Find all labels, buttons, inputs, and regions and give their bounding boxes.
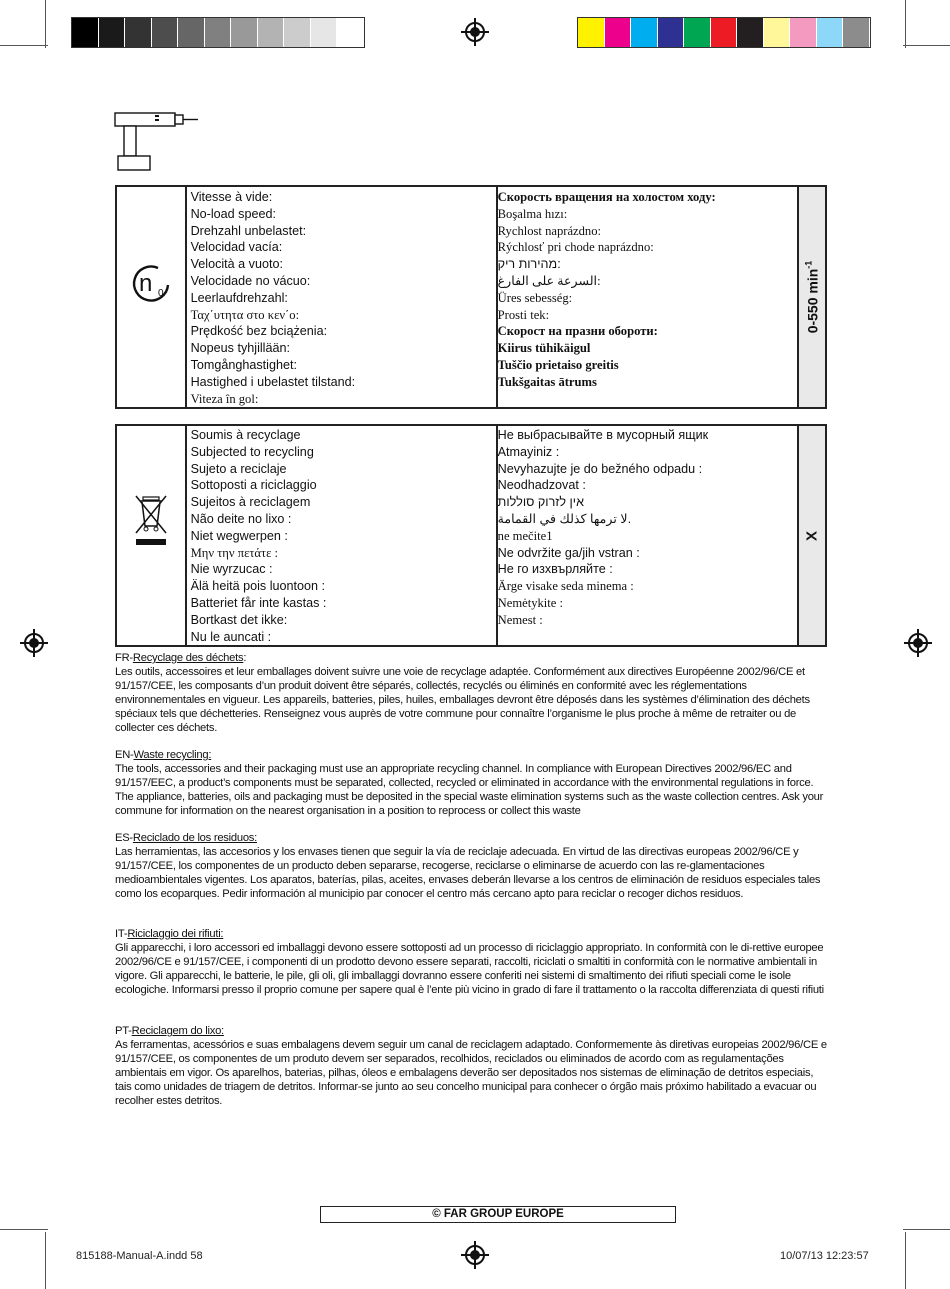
label-line: Atmayiniz : — [497, 444, 560, 459]
heading-text: Reciclado de los residuos: — [132, 832, 257, 844]
crop-mark — [45, 1232, 46, 1289]
color-swatch — [817, 18, 844, 47]
registration-mark-icon — [908, 633, 928, 653]
label-line: Ταχ΄υτητα στο κεν΄ο: — [190, 307, 300, 322]
label-line: Vitesse à vide: — [190, 190, 273, 204]
label-line: Скорость вращения на холостом ходу: — [497, 190, 716, 204]
color-swatch — [152, 18, 179, 47]
label-line: Soumis à recyclage — [190, 428, 301, 442]
label-line: Nopeus tyhjillään: — [190, 341, 290, 356]
color-swatch — [578, 18, 605, 47]
registration-mark-icon — [465, 22, 485, 42]
label-line: אין לזרוק סוללות — [497, 495, 584, 510]
label-line: Batteriet får inte kastas : — [190, 595, 327, 610]
label-line: No-load speed: — [190, 206, 276, 221]
paragraph-heading — [115, 749, 827, 763]
no-load-speed-icon — [128, 263, 174, 303]
copyright-box: © FAR GROUP EUROPE — [320, 1206, 676, 1223]
recycle-icon-cell — [116, 425, 186, 646]
color-swatch — [843, 18, 870, 47]
speed-labels-left — [186, 186, 497, 408]
color-swatch — [631, 18, 658, 47]
crop-mark — [903, 1229, 950, 1230]
svg-text:n: n — [139, 270, 153, 297]
registration-mark-icon — [24, 633, 44, 653]
label-line: Rychlost naprázdno: — [497, 223, 602, 238]
crop-mark — [0, 1229, 48, 1230]
label-line: لا ترمها كذلك في القمامة. — [497, 511, 632, 526]
recycling-table — [115, 424, 827, 647]
label-line: Nie wyrzucac : — [190, 562, 273, 577]
color-swatch — [764, 18, 791, 47]
label-line: Velocidad vacía: — [190, 240, 283, 255]
paragraph-heading — [115, 928, 827, 942]
label-line: Drehzahl unbelastet: — [190, 223, 307, 238]
label-line: Üres sebesség: — [497, 290, 573, 305]
label-line: Nemėtykite : — [497, 595, 564, 610]
speed-labels-right — [497, 186, 798, 408]
color-swatch — [311, 18, 338, 47]
slug-filename: 815188-Manual-A.indd 58 — [76, 1250, 203, 1262]
color-swatch — [125, 18, 152, 47]
crop-mark — [45, 0, 46, 48]
recycling-paragraph — [115, 1025, 827, 1108]
label-line: Älä heitä pois luontoon : — [190, 579, 326, 594]
paragraph-body: As ferramentas, acessórios e suas embalagens devem seguir um canal de reciclagem adaptado. Conformemente às diretivas europeias 2002/96/CE e 91/157/CEE, os componentes de um produto devem ser separados, recolhidos, reciclados ou eliminados de acordo com as regulamentações ambientais em vigor. Os aparelhos, baterias, pilhas, óleos e embalagens deverão ser depositados nos sistemas de eliminação de detritos especiais, tais como unidades de triagem de detritos. Informar-se junto ao seu concelho municipal para conhecer o órgão mais próximo habilitado a evacuar ou recolher estes detritos. — [115, 1038, 827, 1107]
speed-icon-cell — [116, 186, 186, 408]
label-line: Prosti tek: — [497, 307, 550, 322]
label-line: Hastighed i ubelastet tilstand: — [190, 374, 356, 389]
paragraph-heading — [115, 1025, 827, 1039]
label-line: Не выбрасывайте в мусорный ящик — [497, 428, 709, 442]
color-swatch — [205, 18, 232, 47]
process-color-bar — [577, 17, 871, 48]
color-swatch — [231, 18, 258, 47]
label-line: Viteza în gol: — [190, 391, 259, 406]
color-swatch — [178, 18, 205, 47]
label-line: Ne odvržite ga/jih vstran : — [497, 545, 640, 560]
paragraph-heading — [115, 652, 827, 666]
crop-mark — [905, 1232, 906, 1289]
slug-datetime: 10/07/13 12:23:57 — [780, 1250, 869, 1262]
label-line: Μην την πετάτε : — [190, 545, 279, 560]
recycling-paragraph — [115, 928, 827, 998]
heading-text: Riciclaggio dei rifiuti: — [127, 928, 224, 940]
crop-mark — [905, 0, 906, 48]
paragraph-body: Las herramientas, las accesorios y los envases tienen que seguir la vía de reciclaje adecuada. En virtud de las directivas europeas 2002/96/CE y 91/157/CEE, los componentes de un producto deben separarse, recogerse, reciclarse o eliminarse de acuerdo con las re-glamentaciones medioambientales vigentes. Los aparatos, baterías, pilas, aceites, envases deberán llevarse a los centros de eliminación de residuos especiales tales como los ecoparques. Pedir información al municipio par conocer el centro más cercano apto para reciclar o recoger dichos residuos. — [115, 845, 821, 900]
paragraph-heading — [115, 832, 827, 846]
label-line: Bortkast det ikke: — [190, 612, 288, 627]
color-swatch — [258, 18, 285, 47]
recycle-value: X — [803, 530, 821, 541]
color-swatch — [337, 18, 364, 47]
label-line: ne mečite1 — [497, 528, 553, 543]
speed-value-cell — [798, 186, 826, 408]
label-line: السرعة على الفارغ: — [497, 273, 601, 288]
label-line: Subjected to recycling — [190, 444, 314, 459]
label-line: Não deite no lixo : — [190, 511, 292, 526]
heading-text: Reciclagem do lixo: — [131, 1025, 224, 1037]
color-swatch — [711, 18, 738, 47]
drill-icon — [112, 110, 202, 172]
label-line: Niet wegwerpen : — [190, 528, 288, 543]
label-line: Velocità a vuoto: — [190, 257, 283, 272]
label-line: Tomgånghastighet: — [190, 357, 297, 372]
label-line: Tuščio prietaiso greitis — [497, 357, 619, 372]
label-line: מהירות ריק: — [497, 257, 561, 272]
paragraph-body: The tools, accessories and their packaging must use an appropriate recycling channel. In compliance with European Directives 2002/96/EC and 91/157/EEC, a product’s components must be separated, collected, recycled or eliminated in accordance with the environmental regulations in force. The appliance, batteries, oils and packaging must be deposited in the special waste elimination systems such as the waste collection centres. Ask your commune for information on the nearest organisation in a position to reprocess or collect this waste — [115, 762, 824, 817]
color-swatch — [737, 18, 764, 47]
recycling-paragraph — [115, 749, 827, 819]
recycling-paragraph — [115, 652, 827, 735]
crop-mark — [0, 45, 48, 46]
heading-prefix: ES- — [115, 832, 133, 844]
label-line: Velocidade no vácuo: — [190, 273, 311, 288]
recycling-paragraph — [115, 832, 827, 902]
recycle-value-cell — [798, 425, 826, 646]
label-line: Leerlaufdrehzahl: — [190, 290, 288, 305]
registration-mark-icon — [465, 1245, 485, 1265]
color-swatch — [605, 18, 632, 47]
label-line: Rýchlosť pri chode naprázdno: — [497, 240, 654, 255]
label-line: Tukšgaitas ātrums — [497, 374, 597, 389]
speed-value: 0-550 $\min^{-1}$ — [803, 260, 821, 334]
heading-prefix: PT- — [115, 1025, 132, 1037]
label-line: Sottoposti a riciclaggio — [190, 478, 317, 493]
label-line: Prędkość bez bciążenia: — [190, 324, 328, 339]
recycle-labels-left — [186, 425, 497, 646]
label-line: Sujeto a reciclaje — [190, 461, 287, 476]
heading-prefix: IT- — [115, 928, 128, 940]
color-swatch — [684, 18, 711, 47]
paragraph-body: Les outils, accessoires et leur emballages doivent suivre une voie de recyclage adaptée. Conformément aux directives Européenne 2002/96/CE et 91/157/CEE, les composants d’un produit doivent être séparés, collectés, recyclés ou éliminés en conformité avec les réglementations environnementales en vigueur. Les appareils, batteries, piles, huiles, emballages devront être déposés dans les systèmes d’élimination des déchets spéciaux tels que déchetteries. Renseignez vous auprès de votre commune pour connaître l’organisme le plus proche à même de retraiter ou de collecter ces déchets. — [115, 665, 810, 734]
heading-text: Waste recycling: — [133, 749, 212, 761]
label-line: Не го изхвърляйте : — [497, 562, 613, 577]
no-load-speed-table — [115, 185, 827, 409]
label-line: Ärge visake seda minema : — [497, 579, 634, 594]
crop-mark — [903, 45, 950, 46]
heading-prefix: EN- — [115, 749, 134, 761]
label-line: Kiirus tühikäigul — [497, 341, 591, 356]
heading-prefix: FR- — [115, 652, 133, 664]
label-line: Boşalma hızı: — [497, 206, 568, 221]
color-swatch — [284, 18, 311, 47]
color-swatch — [72, 18, 99, 47]
weee-bin-icon — [134, 493, 168, 551]
label-line: Neodhadzovat : — [497, 478, 586, 493]
color-swatch — [658, 18, 685, 47]
label-line: Sujeitos à reciclagem — [190, 495, 311, 510]
label-line: Скорост на празни обороти: — [497, 324, 658, 339]
label-line: Nemest : — [497, 612, 543, 627]
paragraph-body: Gli apparecchi, i loro accessori ed imballaggi devono essere sottoposti ad un processo di riciclaggio appropriato. In conformità con le di-rettive europee 2002/96/CE e 91/157/CEE, i componenti di un prodotto devono essere separati, raccolti, riciclati o smaltiti in conformità con le normative ambientali in vigore. Gli apparecchi, le batterie, le pile, gli oli, gli imballaggi dovranno essere conferiti nei sistemi di smaltimento dei rifiuti speciali come le isole ecologiche. Informarsi presso il proprio comune per sapere qual è l’ente più vicino in grado di fare il trattamento o la raccolta differenziata di questi rifiuti — [115, 941, 824, 996]
recycle-labels-right — [497, 425, 798, 646]
label-line: Nu le auncati : — [190, 629, 272, 644]
svg-text:0: 0 — [158, 288, 164, 299]
color-swatch — [790, 18, 817, 47]
color-swatch — [99, 18, 126, 47]
label-line: Nevyhazujte je do bežného odpadu : — [497, 461, 703, 476]
heading-text: Recyclage des déchets — [132, 652, 244, 664]
heading-suffix: : — [243, 652, 247, 664]
grey-color-bar — [71, 17, 365, 48]
